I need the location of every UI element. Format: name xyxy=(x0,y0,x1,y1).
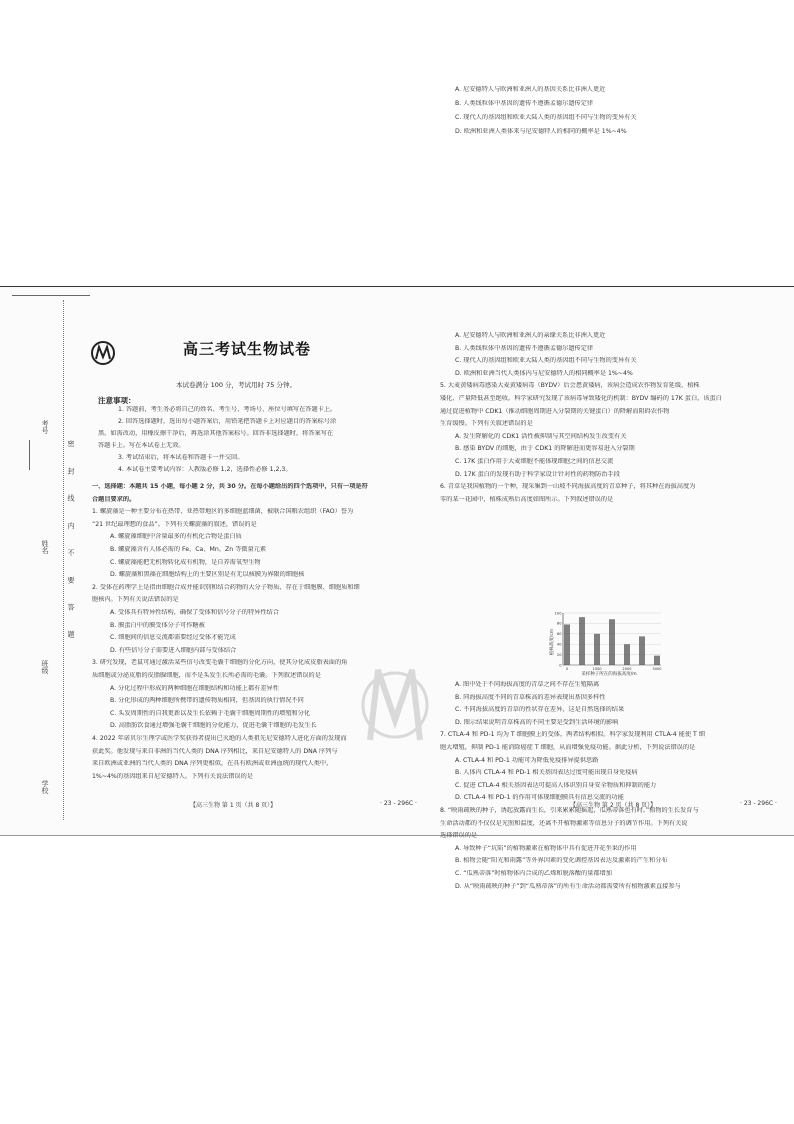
text-line: 合题目要求的。 xyxy=(92,495,136,503)
answer-option: C. 17K 蛋白作用于大麦细胞不能体现细胞之间的信息交流 xyxy=(455,458,614,465)
text-line: 获此奖。他发现与来自非洲的当代人类的 DNA 序列相比，来自尼安德特人的 DNA 序列与 xyxy=(92,747,338,755)
notice-item: 1. 答题前，考生务必将自己的姓名、考生号、考场号、座位号填写在答题卡上。 xyxy=(118,406,337,413)
answer-option: D. 高脂肪饮食通过增强毛囊干细胞的分化能力，促进毛囊干细胞的毛发生长 xyxy=(110,722,317,730)
chart-bar xyxy=(564,624,570,665)
answer-option: D. 17K 蛋白的发现有助于科学家设计针对性的药物防治手段 xyxy=(455,470,620,478)
chart-y-tick-label: 20 xyxy=(556,652,562,657)
text-line: A. 尼安德特人与欧洲和亚洲人的基因关系比非洲人更近 xyxy=(455,86,606,93)
notice-item: 2. 回答选择题时，选出每小题答案后，用铅笔把答题卡上对应题目的答案标号涂 xyxy=(118,418,337,425)
answer-option: B. 人类线粒体中基因的遗传不遵循孟德尔遗传定律 xyxy=(455,344,594,352)
text-line: 质细胞或分泌皮脂的皮脂腺细胞，而不是头发生长所必需的毛囊。下列叙述错误的是 xyxy=(92,672,321,679)
answer-option: B. 感染 BYDV 的细胞，由于 CDK1 的降解进而更容易进入分裂期 xyxy=(455,445,635,453)
answer-option: A. 分化过程中形成的两种细胞在细胞结构和功能上都有差异性 xyxy=(110,684,279,692)
chart-y-tick-label: 0 xyxy=(559,663,562,668)
answer-option: D. 从“映雨疏映的种子”到“瓜熟蒂落”的所有生命活动都需要所有植物激素直接参与 xyxy=(455,882,681,890)
chart-y-tick-label: 80 xyxy=(556,621,562,626)
answer-option: C. “瓜熟蒂落”时植物体内合成的乙烯和脱落酸的量都增加 xyxy=(455,870,612,877)
chart-x-tick-label: 2000 xyxy=(622,667,632,671)
seal-dotted-line xyxy=(63,300,64,820)
text-line: B. 人类线粒体中基因的遗传不遵循孟德尔遗传定律 xyxy=(455,100,594,107)
question-text: 6. 青草是我国植物的一个种，现采集到一山坡不同海拔高度的青草种子，将其种在海拔高度为 xyxy=(440,483,696,491)
plant-height-chart xyxy=(549,607,669,677)
answer-option: B. 植物会随“阳光和雨露”等外界因素的变化调控基因表达及激素的产生和分布 xyxy=(455,857,668,865)
notice-item: 黑。如需改动，用橡皮擦干净后，再选涂其他答案标号。回答非选择题时，将答案写在 xyxy=(98,430,334,437)
answer-option: C. 细胞间的信息交流都需要经过受体才能完成 xyxy=(110,634,236,642)
margin-rule xyxy=(12,295,90,296)
chart-bar xyxy=(639,636,645,665)
text-line: 胞核内。下列有关说法错误的是 xyxy=(92,596,179,604)
chart-y-tick-label: 40 xyxy=(556,642,562,647)
question-text: 7. CTLA-4 和 PD-1 均为 T 细胞膜上的受体，两者结构相似。科学家发现利用 CTLA-4 能使 T 细 xyxy=(440,731,705,739)
answer-option: D. 欧洲和亚洲当代人类体内与尼安德特人的相同概率是 1%~4% xyxy=(455,369,633,377)
answer-option: B. 分化形成的两种细胞所携带的遗传物质相同，但基因的执行情况不同 xyxy=(110,697,304,705)
text-line: 胞大增殖，抑制 PD-1 能消除癌症 T 细胞，从而增强免疫功能。据此分析，下列说法错误的是 xyxy=(440,744,696,751)
answer-option: D. 图示结果说明青草株高的不同主要是受到生活环境的影响 xyxy=(455,718,619,726)
answer-option: C. 促进 CTLA-4 相关基因表达可提高人体识别自身安全物质和抑制的能力 xyxy=(455,781,657,789)
answer-option: A. 尼安德特人与欧洲和亚洲人的亲缘关系比非洲人更近 xyxy=(455,332,606,339)
answer-option: A. 发生降解化的 CDK1 活性被抑制与其空间结构发生改变有关 xyxy=(455,432,627,440)
chart-x-tick-label: 0 xyxy=(565,667,569,671)
text-line: 通过促进植物中 CDK1（推动细胞周期进入分裂期的关键蛋白）的降解而阻碍农作物 xyxy=(440,407,670,415)
notice-item: 4. 本试卷主要考试内容：人教版必修 1,2，选择性必修 1,2,3。 xyxy=(118,466,292,473)
exam-info: 本试卷满分 100 分，考试用时 75 分钟。 xyxy=(176,381,296,389)
chart-x-tick-label: 1000 xyxy=(592,667,602,671)
chart-y-tick-label: 60 xyxy=(556,632,562,637)
answer-option: C. 螺旋藻能把无机物转化成有机物，是自养需氧型生物 xyxy=(110,558,261,566)
chart-bar xyxy=(654,656,660,665)
question-text: 8. “映雨疏映的种子，诱起放露而生长，引来累累随摇起，瓜熟蒂落也有时。”植物的生长发育与 xyxy=(440,807,699,814)
text-line: 矮化、产量降低甚至绝收。科学家研究发现了该病毒导致矮化的机制：BYDV 编码的 17K 蛋白，该蛋白 xyxy=(440,395,722,402)
question-text: 4. 2022 年诺贝尔生理学或医学奖获得者提出已灭绝的人类祖先尼安德特人进化方面的发现而 xyxy=(92,735,347,742)
answer-option: B. 同海拔高度不同的青草株高的差异表现出基因多样性 xyxy=(455,693,606,701)
previous-page-fragment xyxy=(430,0,780,140)
chart-bar xyxy=(594,634,600,665)
text-line: 一、选择题：本题共 15 小题，每小题 2 分，共 30 分。在每小题给出的四个选项中，只有一项是符 xyxy=(92,483,368,490)
text-line: 生命活动都的不仅仅是光照和温度，还离不开植物激素等信息分子的调节作用。下列有关说 xyxy=(440,819,688,827)
chart-bar xyxy=(609,619,615,665)
answer-option: A. 受体具有特异性结构，确保了受体和信号分子的特异性结合 xyxy=(110,609,279,616)
question-text: 3. 研究发现，老鼠可通过激活某些信号改变毛囊干细胞的分化方向，使其分化成皮脂表面的角 xyxy=(92,659,348,667)
text-line: 1%~4%的基因组来自尼安德特人。下列有关说法错误的是 xyxy=(92,772,253,780)
chart-bar xyxy=(579,617,585,665)
notice-item: 3. 考试结束后，将本试卷和答题卡一并交回。 xyxy=(118,454,244,461)
school-label: 学校 xyxy=(41,780,49,794)
answer-option: B. 螺旋藻含有人体必需的 Fe、Ca、Mn、Zn 等微量元素 xyxy=(110,546,267,553)
seal-warning-text: 密 封 线 内 不 要 答 题 xyxy=(67,440,75,647)
text-line: D. 欧洲和亚洲人类体来与尼安德特人的相同的概率是 1%~4% xyxy=(455,128,627,135)
text-line: 选择错误的是 xyxy=(440,832,478,840)
answer-option: D. 螺旋藻和黑藻在细胞结构上的主要区别是有无以核膜为界限的细胞核 xyxy=(110,571,305,579)
right-page-code: · 23 - 296C · xyxy=(740,800,777,807)
chart-x-axis-label: 采样种子所在的海拔高度/m xyxy=(581,672,637,677)
notice-item: 答题卡上。写在本试卷上无效。 xyxy=(98,442,185,449)
right-page-footer: 【高三生物 第 2 页（共 8 页）】 xyxy=(570,802,657,809)
exam-no-field[interactable] xyxy=(29,440,30,470)
answer-option: A. 螺旋藻细胞中含量最多的有机化合物是蛋白质 xyxy=(110,533,242,541)
question-text: 5. 大麦黄矮病毒感染大麦黄矮病毒（BYDV）后会患黄矮病，该病会造成农作物发育延缓、植株 xyxy=(440,382,700,390)
question-text: 2. 受体在药理学上是指由细胞合成并能识别和结合药物的大分子物质，存在于细胞膜、细胞质和细 xyxy=(92,583,360,591)
answer-option: D. CTLA-4 和 PD-1 的作用可体现细胞膜具有信息交流的功能 xyxy=(455,794,624,802)
chart-y-tick-label: 100 xyxy=(554,611,562,616)
text-line: 来自欧洲或亚洲的当代人类的 DNA 序列更相似，在具有欧洲或亚洲血统的现代人类中， xyxy=(92,760,333,768)
answer-option: C. 头发周期性的自我更新以及生长依赖于毛囊干细胞周期性的增殖和分化 xyxy=(110,709,311,717)
text-line: C. 现代人的基因组和欧亚大陆人类的基因组不同与生物的变异有关 xyxy=(455,114,637,121)
answer-option: A. 图中处于不同海拔高度的青草之间不存在生殖隔离 xyxy=(455,681,600,688)
question-text: 1. 螺旋藻是一种主要分布在热带、亚热带地区的多细胞蓝细菌，被联合国粮农组织（FAO）誉为 xyxy=(92,508,354,516)
notice-heading: 注意事项： xyxy=(98,396,136,405)
chart-x-tick-label: 3000 xyxy=(652,667,662,671)
answer-option: C. 现代人的基因组和欧亚大陆人类的基因组不同与生物的变异有关 xyxy=(455,357,637,365)
name-label: 姓名 xyxy=(41,540,49,554)
answer-option: B. 膜蛋白中的膜受体分子可作糖被 xyxy=(110,621,205,629)
text-line: “21 世纪最理想的食品”。下列有关螺旋藻的叙述，错误的是 xyxy=(92,520,257,528)
answer-option: A. 导致种子“坑陷”的植物激素在植物体中具有促进开花坐果的作用 xyxy=(455,844,637,852)
publisher-logo-icon xyxy=(90,340,116,366)
answer-option: C. 不同海拔高度的青草的性状存在差异，这是自然选择的结果 xyxy=(455,706,625,714)
answer-option: B. 人体内 CTLA-4 和 PD-1 相关基因表达过度可能出现自身免疫病 xyxy=(455,769,638,777)
text-line: 生育缓慢。下列有关叙述错误的是 xyxy=(440,420,533,428)
left-page-footer: 【高三生物 第 1 页（共 8 页）】 xyxy=(190,802,277,809)
answer-option: D. 有些信号分子需要进入细胞内部与受体结合 xyxy=(110,646,237,654)
class-label: 班级 xyxy=(41,660,49,674)
left-page-code: · 23 - 296C · xyxy=(380,800,417,807)
page-title: 高三考试生物试卷 xyxy=(183,340,312,358)
chart-y-axis-label: 植株高度/cm xyxy=(550,628,555,656)
text-line: 零的某一花园中，植株成熟后高度如图所示。下列叙述错误的是 xyxy=(440,495,614,503)
answer-option: A. CTLA-4 和 PD-1 功能可为降低免疫排异提供思路 xyxy=(455,756,599,764)
exam-no-label: 考号 xyxy=(41,420,49,434)
chart-bar xyxy=(624,644,630,665)
